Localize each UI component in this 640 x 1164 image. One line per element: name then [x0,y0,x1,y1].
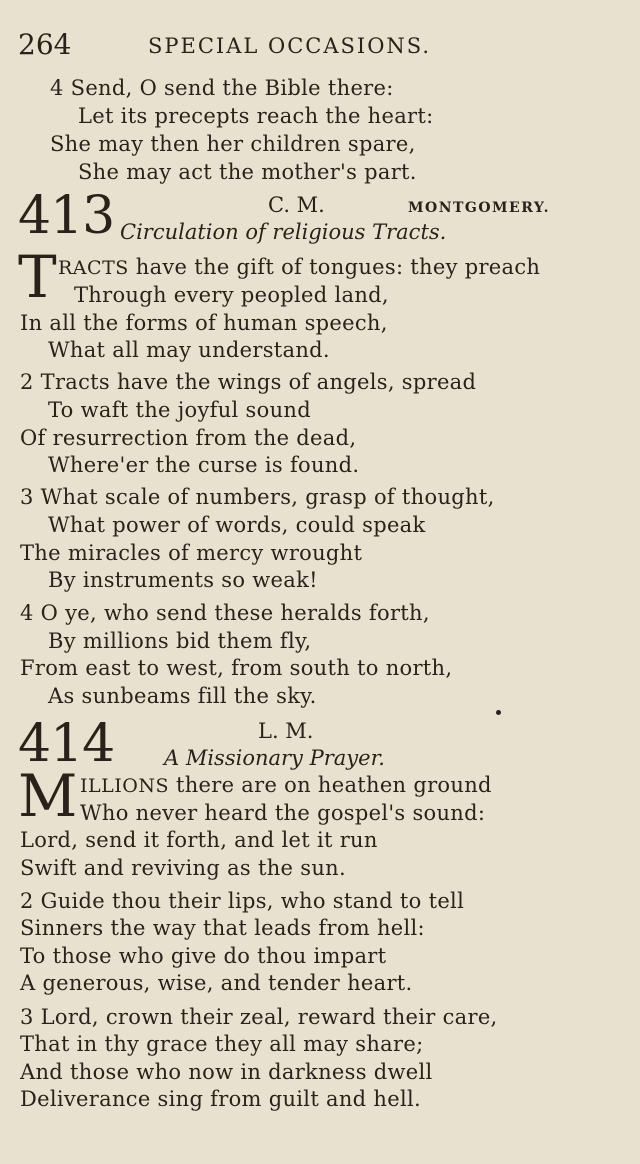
verse-line: She may then her children spare, [50,132,416,156]
hymn-413-dropcap: T [18,243,57,311]
hymn-414-dropcap: M [18,762,78,830]
verse-line: A generous, wise, and tender heart. [20,971,413,995]
hymn-number-413: 413 [18,186,115,246]
verse-line: In all the forms of human speech, [20,311,388,335]
verse-line: Who never heard the gospel's sound: [80,801,486,825]
hymn-number-414: 414 [18,714,115,774]
verse-line: Where'er the curse is found. [48,453,360,477]
running-head: SPECIAL OCCASIONS. [148,34,432,58]
hymn-414-first-line [80,772,492,799]
hymn-413-author: MONTGOMERY. [408,200,550,216]
verse-line: As sunbeams fill the sky. [48,684,317,708]
verse-line: Deliverance sing from guilt and hell. [20,1087,421,1111]
verse-line: To those who give do thou impart [20,944,387,968]
verse-line: From east to west, from south to north, [20,656,453,680]
verse-line: What all may understand. [48,338,330,362]
hymn-413-first-line [58,254,540,281]
verse-line: Sinners the way that leads from hell: [20,916,425,940]
verse-line: By millions bid them fly, [48,629,312,653]
verse-line: Swift and reviving as the sun. [20,856,346,880]
first-line-text: have the gift of tongues: they preach [135,255,541,279]
hymn-414-subtitle: A Missionary Prayer. [164,746,385,770]
hymn-413-subtitle: Circulation of religious Tracts. [120,220,447,244]
verse-line: 2 Guide thou their lips, who stand to tell [20,889,465,913]
verse-line: 2 Tracts have the wings of angels, spread [20,370,477,394]
first-word-caps: RACTS [58,257,129,279]
verse-line: Lord, send it forth, and let it run [20,828,378,852]
verse-line: She may act the mother's part. [78,160,417,184]
verse-line: 3 What scale of numbers, grasp of thought, [20,485,495,509]
verse-line: What power of words, could speak [48,513,426,537]
verse-line: That in thy grace they all may share; [20,1032,424,1056]
verse-line: 3 Lord, crown their zeal, reward their care, [20,1005,498,1029]
verse-line: Let its precepts reach the heart: [78,104,434,128]
hymn-413-meter: C. M. [268,193,325,217]
verse-line: And those who now in darkness dwell [20,1060,433,1084]
verse-line: To waft the joyful sound [48,398,311,422]
verse-line: 4 O ye, who send these heralds forth, [20,601,430,625]
verse-line: Of resurrection from the dead, [20,426,357,450]
ink-speck [496,710,501,715]
verse-line: The miracles of mercy wrought [20,541,363,565]
first-line-text: there are on heathen ground [175,773,492,797]
verse-line: 4 Send, O send the Bible there: [50,76,394,100]
verse-line: Through every peopled land, [74,283,389,307]
hymn-414-meter: L. M. [258,719,314,743]
verse-line: By instruments so weak! [48,568,318,592]
page-number: 264 [18,28,72,61]
first-word-caps: ILLIONS [80,775,169,797]
